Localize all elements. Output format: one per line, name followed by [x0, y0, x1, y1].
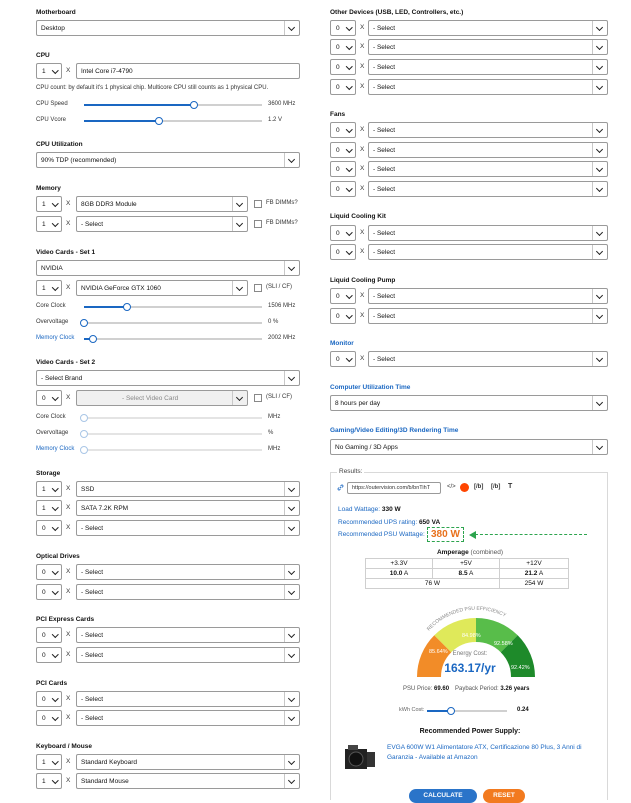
psu-product-image[interactable]: [343, 743, 377, 773]
lcp-select[interactable]: - Select: [368, 308, 608, 324]
cpu-vcore-value: 1.2 V: [268, 117, 283, 123]
chevron-down-icon: [284, 482, 299, 496]
chevron-down-icon: [284, 153, 299, 167]
memory-qty-select[interactable]: 1: [36, 196, 62, 212]
cpu-speed-handle[interactable]: [190, 101, 198, 109]
keyboard-select[interactable]: Standard Keyboard: [76, 754, 300, 770]
times-label: X: [66, 524, 71, 531]
chevron-down-icon: [51, 755, 61, 769]
pcie-qty-select[interactable]: 0: [36, 647, 62, 663]
core-clock-value: 1506 MHz: [268, 303, 296, 309]
times-label: X: [66, 758, 71, 765]
arrow-left-icon: [469, 531, 476, 539]
chevron-down-icon: [284, 692, 299, 706]
times-label: X: [360, 165, 365, 172]
overvoltage-value: 0 %: [268, 319, 279, 325]
core-clock-unit: MHz: [268, 414, 281, 420]
storage-qty-select[interactable]: 1: [36, 481, 62, 497]
chevron-down-icon: [284, 648, 299, 662]
kwh-cost-value: 0.24: [517, 707, 529, 713]
times-label: X: [66, 714, 71, 721]
ups-rating-label: Recommended UPS rating:: [338, 519, 418, 526]
psu-wattage-value: 380 W: [427, 527, 464, 542]
fb-dimms-checkbox[interactable]: [254, 200, 262, 208]
chevron-down-icon: [51, 711, 61, 725]
kwh-cost-handle[interactable]: [447, 707, 455, 715]
cpu-count-note: CPU count: by default it's 1 physical chip. Multicore CPU still counts as 1 physical CPU.: [36, 85, 269, 91]
times-label: X: [66, 651, 71, 658]
cpu-speed-value: 3600 MHz: [268, 101, 296, 107]
chevron-down-icon: [51, 692, 61, 706]
gaming-time-title: Gaming/Video Editing/3D Rendering Time: [330, 427, 459, 434]
monitor-qty-select[interactable]: 0: [330, 351, 356, 367]
gauge-value-3: 92.58%: [494, 641, 513, 647]
times-label: X: [360, 126, 365, 133]
watts-12v: 254 W: [499, 579, 568, 589]
pci-select[interactable]: - Select: [76, 691, 300, 707]
other-devices-title: Other Devices (USB, LED, Controllers, etc.): [330, 9, 464, 16]
fans-title: Fans: [330, 111, 346, 118]
monitor-select[interactable]: - Select: [368, 351, 608, 367]
rail-5v-header: +5V: [432, 559, 499, 569]
recommended-psu-link[interactable]: EVGA 600W W1 Alimentatore ATX, Certificazione 80 Plus, 3 Anni di Garanzia - Available at Amazon: [387, 744, 582, 761]
overvoltage-handle[interactable]: [80, 319, 88, 327]
optical-select[interactable]: - Select: [76, 584, 300, 600]
chevron-down-icon: [345, 245, 355, 259]
times-label: X: [66, 485, 71, 492]
amperage-title: Amperage: [436, 549, 469, 556]
chevron-down-icon: [592, 40, 607, 54]
lck-qty-select[interactable]: 0: [330, 244, 356, 260]
liquid-cooling-kit-title: Liquid Cooling Kit: [330, 213, 386, 220]
storage-qty-select[interactable]: 0: [36, 520, 62, 536]
cpu-title: CPU: [36, 52, 50, 59]
recommended-psu-title: Recommended Power Supply:: [419, 728, 521, 735]
core-clock-label: Core Clock: [36, 303, 66, 309]
lcp-qty-select[interactable]: 0: [330, 288, 356, 304]
chevron-down-icon: [51, 197, 61, 211]
calculate-button[interactable]: CALCULATE: [409, 789, 477, 803]
times-label: X: [360, 292, 365, 299]
pcie-select[interactable]: - Select: [76, 647, 300, 663]
amperage-subtitle: (combined): [470, 549, 504, 556]
results-legend: Results:: [339, 468, 363, 475]
fan-qty-select[interactable]: 0: [330, 122, 356, 138]
load-wattage-value: 330 W: [381, 506, 401, 513]
bbcode-icon[interactable]: [/b]: [491, 484, 501, 490]
sli-cf-checkbox[interactable]: [254, 284, 262, 292]
chevron-down-icon: [592, 162, 607, 176]
times-label: X: [66, 568, 71, 575]
other-device-select[interactable]: - Select: [368, 79, 608, 95]
chevron-down-icon: [51, 64, 61, 78]
chevron-down-icon: [592, 396, 607, 410]
chevron-down-icon: [51, 501, 61, 515]
chevron-down-icon: [592, 182, 607, 196]
fb-dimms-label: FB DIMMs?: [266, 220, 298, 226]
times-label: X: [66, 220, 71, 227]
fan-qty-select[interactable]: 0: [330, 142, 356, 158]
chevron-down-icon: [284, 628, 299, 642]
gaming-time-select[interactable]: No Gaming / 3D Apps: [330, 439, 608, 455]
optical-title: Optical Drives: [36, 553, 80, 560]
other-qty-select[interactable]: 0: [330, 59, 356, 75]
chevron-down-icon: [284, 261, 299, 275]
mouse-qty-select[interactable]: 1: [36, 773, 62, 789]
energy-cost-value: 163.17/yr: [444, 661, 496, 675]
memory-title: Memory: [36, 185, 61, 192]
chevron-down-icon: [232, 197, 247, 211]
chevron-down-icon: [51, 648, 61, 662]
chevron-down-icon: [284, 774, 299, 788]
pci-qty-select[interactable]: 0: [36, 710, 62, 726]
other-qty-select[interactable]: 0: [330, 79, 356, 95]
lck-qty-select[interactable]: 0: [330, 225, 356, 241]
overvoltage-slider[interactable]: [84, 322, 262, 324]
times-label: X: [66, 777, 71, 784]
mouse-select[interactable]: Standard Mouse: [76, 773, 300, 789]
rail-5v-value: 8.5: [458, 570, 468, 577]
pci-qty-select[interactable]: 0: [36, 691, 62, 707]
chevron-down-icon: [345, 80, 355, 94]
table-row: 10.0 A 8.5 A 21.2 A: [366, 569, 569, 579]
core-clock-handle[interactable]: [80, 414, 88, 422]
chevron-down-icon: [51, 628, 61, 642]
liquid-cooling-pump-title: Liquid Cooling Pump: [330, 277, 396, 284]
pcie-title: PCI Express Cards: [36, 616, 95, 623]
times-label: X: [66, 67, 71, 74]
chevron-down-icon: [51, 585, 61, 599]
chevron-down-icon: [51, 391, 61, 405]
memory-clock-slider[interactable]: [84, 338, 262, 340]
sli-cf-label: (SLI / CF): [266, 284, 293, 290]
kwh-cost-slider[interactable]: [427, 710, 507, 712]
lcp-select[interactable]: - Select: [368, 288, 608, 304]
motherboard-select[interactable]: Desktop: [36, 20, 300, 36]
memory-clock-slider[interactable]: [84, 449, 262, 451]
chevron-down-icon: [345, 123, 355, 137]
chevron-down-icon: [592, 309, 607, 323]
video-set2-brand-select[interactable]: - Select Brand: [36, 370, 300, 386]
chevron-down-icon: [51, 217, 61, 231]
share-url-input[interactable]: https://outervision.com/b/bnTihT: [347, 482, 441, 494]
gauge-value-2: 84.98%: [462, 633, 481, 639]
optical-qty-select[interactable]: 0: [36, 564, 62, 580]
other-device-select[interactable]: - Select: [368, 39, 608, 55]
chevron-down-icon: [592, 440, 607, 454]
rail-3v3-value: 10.0: [389, 570, 403, 577]
chevron-down-icon: [284, 711, 299, 725]
ups-rating-value: 650 VA: [418, 519, 441, 526]
chevron-down-icon: [232, 217, 247, 231]
times-label: X: [360, 146, 365, 153]
pci-select[interactable]: - Select: [76, 710, 300, 726]
lcp-qty-select[interactable]: 0: [330, 308, 356, 324]
cpu-qty-select[interactable]: 1: [36, 63, 62, 79]
chevron-down-icon: [592, 352, 607, 366]
times-label: X: [360, 312, 365, 319]
chevron-down-icon: [284, 565, 299, 579]
embed-code-icon[interactable]: </>: [447, 484, 456, 490]
fan-select[interactable]: - Select: [368, 161, 608, 177]
chevron-down-icon: [345, 226, 355, 240]
motherboard-title: Motherboard: [36, 9, 76, 16]
memory-module-select[interactable]: - Select: [76, 216, 248, 232]
rail-12v-header: +12V: [499, 559, 568, 569]
kwh-cost-label: kWh Cost:: [399, 707, 425, 713]
load-wattage-label: Load Wattage:: [338, 506, 381, 513]
utilization-time-title: Computer Utilization Time: [330, 384, 411, 391]
other-device-select[interactable]: - Select: [368, 59, 608, 75]
optical-select[interactable]: - Select: [76, 564, 300, 580]
chevron-down-icon: [345, 162, 355, 176]
times-label: X: [360, 24, 365, 31]
fan-select[interactable]: - Select: [368, 122, 608, 138]
chevron-down-icon: [345, 40, 355, 54]
fb-dimms-checkbox[interactable]: [254, 220, 262, 228]
storage-type-select[interactable]: - Select: [76, 520, 300, 536]
video-set1-brand-select[interactable]: NVIDIA: [36, 260, 300, 276]
fan-select[interactable]: - Select: [368, 181, 608, 197]
storage-title: Storage: [36, 470, 61, 477]
reset-button[interactable]: RESET: [483, 789, 525, 803]
pcie-qty-select[interactable]: 0: [36, 627, 62, 643]
text-icon[interactable]: T: [508, 483, 513, 490]
link-icon: [337, 484, 344, 491]
chevron-down-icon: [51, 281, 61, 295]
chevron-down-icon: [592, 123, 607, 137]
gauge-value-4: 92.42%: [511, 665, 530, 671]
cpu-model-input[interactable]: Intel Core i7-4790: [76, 63, 300, 79]
chevron-down-icon: [232, 281, 247, 295]
storage-qty-select[interactable]: 1: [36, 500, 62, 516]
psu-wattage-label: Recommended PSU Wattage:: [338, 531, 425, 538]
psu-price-value: 69.60: [434, 686, 450, 692]
lck-select[interactable]: - Select: [368, 244, 608, 260]
chevron-down-icon: [345, 309, 355, 323]
times-label: X: [66, 695, 71, 702]
amperage-table: [365, 558, 569, 589]
video-set2-title: Video Cards - Set 2: [36, 359, 96, 366]
payback-value: 3.26 years: [500, 686, 530, 692]
chevron-down-icon: [345, 143, 355, 157]
times-label: X: [66, 284, 71, 291]
payback-label: Payback Period:: [455, 686, 499, 692]
chevron-down-icon: [592, 289, 607, 303]
overvoltage-handle[interactable]: [80, 430, 88, 438]
times-label: X: [360, 248, 365, 255]
memory-clock-handle[interactable]: [89, 335, 97, 343]
monitor-title: Monitor: [330, 340, 354, 347]
fb-dimms-label: FB DIMMs?: [266, 200, 298, 206]
times-label: X: [66, 631, 71, 638]
memory-clock-handle[interactable]: [80, 446, 88, 454]
times-label: X: [360, 63, 365, 70]
core-clock-handle[interactable]: [123, 303, 131, 311]
video-set1-qty-select[interactable]: 1: [36, 280, 62, 296]
memory-module-select[interactable]: 8GB DDR3 Module: [76, 196, 248, 212]
times-label: X: [66, 504, 71, 511]
cpu-utilization-title: CPU Utilization: [36, 141, 83, 148]
chevron-down-icon: [51, 482, 61, 496]
bbcode-icon[interactable]: [/b]: [474, 484, 484, 490]
chevron-down-icon: [232, 391, 247, 405]
chevron-down-icon: [345, 352, 355, 366]
chevron-down-icon: [592, 143, 607, 157]
core-clock-slider[interactable]: [84, 306, 262, 308]
energy-cost-label: Energy Cost:: [452, 651, 488, 657]
cpu-vcore-slider[interactable]: [84, 120, 262, 122]
lck-select[interactable]: - Select: [368, 225, 608, 241]
video-set1-card-select[interactable]: NVIDIA GeForce GTX 1060: [76, 280, 248, 296]
chevron-down-icon: [592, 245, 607, 259]
memory-clock-unit: MHz: [268, 446, 281, 452]
chevron-down-icon: [284, 371, 299, 385]
video-set2-card-select[interactable]: - Select Video Card: [76, 390, 248, 406]
sli-cf-label: (SLI / CF): [266, 394, 293, 400]
pcie-select[interactable]: - Select: [76, 627, 300, 643]
results-panel: [330, 468, 608, 800]
times-label: X: [360, 229, 365, 236]
memory-clock-label: Memory Clock: [36, 446, 75, 452]
overvoltage-unit: %: [268, 430, 274, 436]
core-clock-slider[interactable]: [84, 417, 262, 419]
times-label: X: [360, 43, 365, 50]
chevron-down-icon: [592, 80, 607, 94]
times-label: X: [360, 185, 365, 192]
other-qty-select[interactable]: 0: [330, 20, 356, 36]
chevron-down-icon: [284, 21, 299, 35]
other-device-select[interactable]: - Select: [368, 20, 608, 36]
utilization-time-select[interactable]: 8 hours per day: [330, 395, 608, 411]
chevron-down-icon: [592, 21, 607, 35]
chevron-down-icon: [345, 182, 355, 196]
chevron-down-icon: [592, 226, 607, 240]
gauge-title: RECOMMENDED PSU EFFICIENCY: [426, 605, 507, 633]
times-label: X: [66, 588, 71, 595]
storage-type-select[interactable]: SSD: [76, 481, 300, 497]
fan-qty-select[interactable]: 0: [330, 161, 356, 177]
video-set2-qty-select[interactable]: 0: [36, 390, 62, 406]
memory-qty-select[interactable]: 1: [36, 216, 62, 232]
memory-clock-label: Memory Clock: [36, 335, 75, 341]
chevron-down-icon: [284, 501, 299, 515]
overvoltage-label: Overvoltage: [36, 430, 69, 436]
chevron-down-icon: [51, 521, 61, 535]
overvoltage-slider[interactable]: [84, 433, 262, 435]
memory-clock-value: 2002 MHz: [268, 335, 296, 341]
chevron-down-icon: [345, 21, 355, 35]
overvoltage-label: Overvoltage: [36, 319, 69, 325]
cpu-utilization-select[interactable]: 90% TDP (recommended): [36, 152, 300, 168]
chevron-down-icon: [345, 60, 355, 74]
table-row: [366, 559, 569, 569]
fan-qty-select[interactable]: 0: [330, 181, 356, 197]
rail-3v3-header: +3.3V: [366, 559, 433, 569]
times-label: X: [360, 83, 365, 90]
pci-title: PCI Cards: [36, 680, 68, 687]
sli-cf-checkbox[interactable]: [254, 394, 262, 402]
video-set1-title: Video Cards - Set 1: [36, 249, 96, 256]
reddit-icon[interactable]: [460, 483, 469, 492]
times-label: X: [66, 200, 71, 207]
times-label: X: [360, 355, 365, 362]
psu-arrow-line: [475, 534, 587, 535]
fan-select[interactable]: - Select: [368, 142, 608, 158]
chevron-down-icon: [284, 521, 299, 535]
chevron-down-icon: [284, 755, 299, 769]
cpu-speed-slider[interactable]: [84, 104, 262, 106]
keyboard-qty-select[interactable]: 1: [36, 754, 62, 770]
times-label: X: [66, 394, 71, 401]
storage-type-select[interactable]: SATA 7.2K RPM: [76, 500, 300, 516]
cpu-vcore-label: CPU Vcore: [36, 117, 67, 123]
other-qty-select[interactable]: 0: [330, 39, 356, 55]
optical-qty-select[interactable]: 0: [36, 584, 62, 600]
chevron-down-icon: [51, 774, 61, 788]
core-clock-label: Core Clock: [36, 414, 66, 420]
cpu-speed-label: CPU Speed: [36, 101, 68, 107]
keyboard-mouse-title: Keyboard / Mouse: [36, 743, 92, 750]
chevron-down-icon: [345, 289, 355, 303]
gauge-value-1: 85.64%: [429, 649, 448, 655]
chevron-down-icon: [592, 60, 607, 74]
psu-price-label: PSU Price:: [403, 686, 433, 692]
cpu-vcore-handle[interactable]: [155, 117, 163, 125]
chevron-down-icon: [284, 585, 299, 599]
chevron-down-icon: [51, 565, 61, 579]
watts-3v3-5v: 76 W: [366, 579, 500, 589]
table-row: [366, 579, 569, 589]
rail-12v-value: 21.2: [524, 570, 538, 577]
